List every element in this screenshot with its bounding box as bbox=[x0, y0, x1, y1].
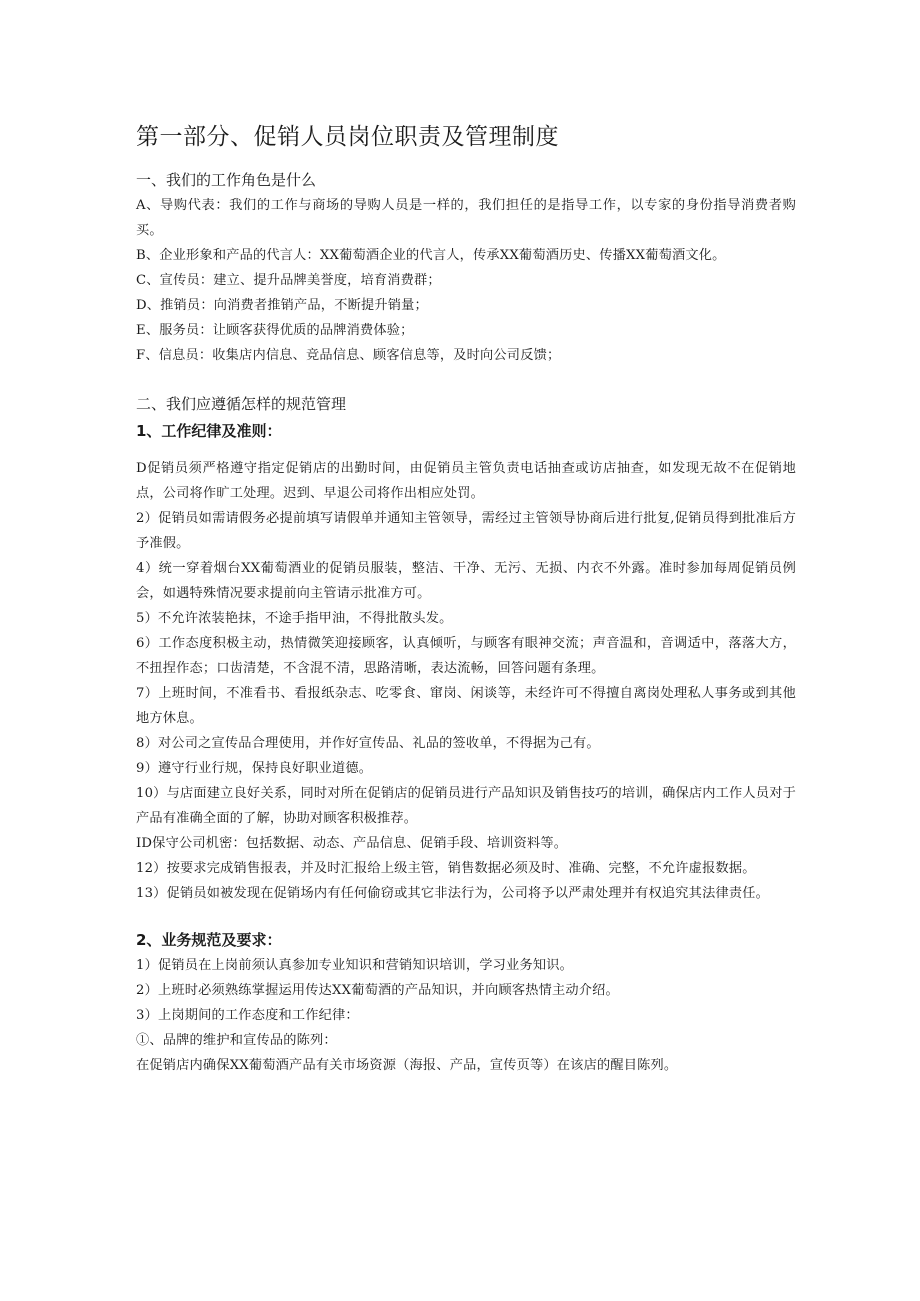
role-item-c: C、宣传员：建立、提升品牌美誉度，培育消费群； bbox=[136, 273, 441, 288]
business-item-3-1: ①、品牌的维护和宣传品的陈列： bbox=[136, 1033, 337, 1048]
rule-item-9: 9）遵守行业行规，保持良好职业道德。 bbox=[136, 761, 373, 776]
rule-item-6: 6）工作态度积极主动，热情微笑迎接顾客，认真倾听，与顾客有眼神交流；声音温和，音调适中，落落大方，不扭捏作态；口齿清楚，不含混不清，思路清晰，表达流畅，回答问题有条理。 bbox=[136, 636, 796, 676]
section-1-heading: 一、我们的工作角色是什么 bbox=[136, 171, 317, 189]
rule-item-5: 5）不允许浓装艳抹，不途手指甲油，不得批散头发。 bbox=[136, 611, 453, 626]
document-title: 第一部分、促销人员岗位职责及管理制度 bbox=[136, 124, 559, 150]
business-item-2: 2）上班时必须熟练掌握运用传达XX葡萄酒的产品知识，并向顾客热情主动介绍。 bbox=[136, 983, 619, 998]
rule-item-8: 8）对公司之宣传品合理使用，并作好宣传品、礼品的签收单，不得据为己有。 bbox=[136, 736, 600, 751]
rule-item-13: 13）促销员如被发现在促销场内有任何偷窃或其它非法行为，公司将予以严肃处理并有权追究其法律责任。 bbox=[136, 886, 770, 901]
role-item-f: F、信息员：收集店内信息、竞品信息、顾客信息等，及时向公司反馈； bbox=[136, 348, 561, 363]
section-2-heading: 二、我们应遵循怎样的规范管理 bbox=[136, 395, 347, 413]
rule-item-7: 7）上班时间，不准看书、看报纸杂志、吃零食、窜岗、闲谈等，未经许可不得擅自离岗处理私人事务或到其他地方休息。 bbox=[136, 686, 796, 726]
rule-item-11: ID保守公司机密：包括数据、动态、产品信息、促销手段、培训资料等。 bbox=[136, 836, 568, 851]
rule-item-12: 12）按要求完成销售报表，并及时汇报给上级主管，销售数据必须及时、准确、完整，不允许虚报数据。 bbox=[136, 861, 756, 876]
business-item-3: 3）上岗期间的工作态度和工作纪律： bbox=[136, 1008, 359, 1023]
subsection-2-items bbox=[136, 953, 796, 1078]
rule-item-10: 10）与店面建立良好关系，同时对所在促销店的促销员进行产品知识及销售技巧的培训，确保店内工作人员对于产品有准确全面的了解，协助对顾客积极推荐。 bbox=[136, 786, 796, 826]
role-item-e: E、服务员：让顾客获得优质的品牌消费体验； bbox=[136, 323, 414, 338]
rule-item-4: 4）统一穿着烟台XX葡萄酒业的促销员服装，整洁、干净、无污、无损、内衣不外露。准时参加每周促销员例会，如遇特殊情况要求提前向主管请示批准方可。 bbox=[136, 561, 796, 601]
rule-item-2: 2）促销员如需请假务必提前填写请假单并通知主管领导，需经过主管领导协商后进行批复,促销员得到批准后方予准假。 bbox=[136, 511, 796, 551]
subsection-2-heading: 2、业务规范及要求： bbox=[136, 931, 282, 949]
business-item-1: 1）促销员在上岗前须认真参加专业知识和营销知识培训，学习业务知识。 bbox=[136, 958, 573, 973]
business-item-3-1-text: 在促销店内确保XX葡萄酒产品有关市场资源（海报、产品，宣传页等）在该店的醒目陈列。 bbox=[136, 1058, 678, 1073]
rule-item-1: D促销员须严格遵守指定促销店的出勤时间，由促销员主管负责电话抽查或访店抽查，如发现无故不在促销地点，公司将作旷工处理。迟到、早退公司将作出相应处罚。 bbox=[136, 461, 796, 501]
subsection-1-heading: 1、工作纪律及准则： bbox=[136, 422, 282, 440]
section-1-items bbox=[136, 193, 796, 368]
role-item-b: B、企业形象和产品的代言人：XX葡萄酒企业的代言人，传承XX葡萄酒历史、传播XX葡萄酒文化。 bbox=[136, 248, 726, 263]
subsection-1-items bbox=[136, 456, 796, 906]
role-item-d: D、推销员：向消费者推销产品，不断提升销量； bbox=[136, 298, 428, 313]
document-page bbox=[136, 118, 796, 1078]
role-item-a: A、导购代表：我们的工作与商场的导购人员是一样的，我们担任的是指导工作，以专家的身份指导消费者购买。 bbox=[136, 198, 796, 238]
